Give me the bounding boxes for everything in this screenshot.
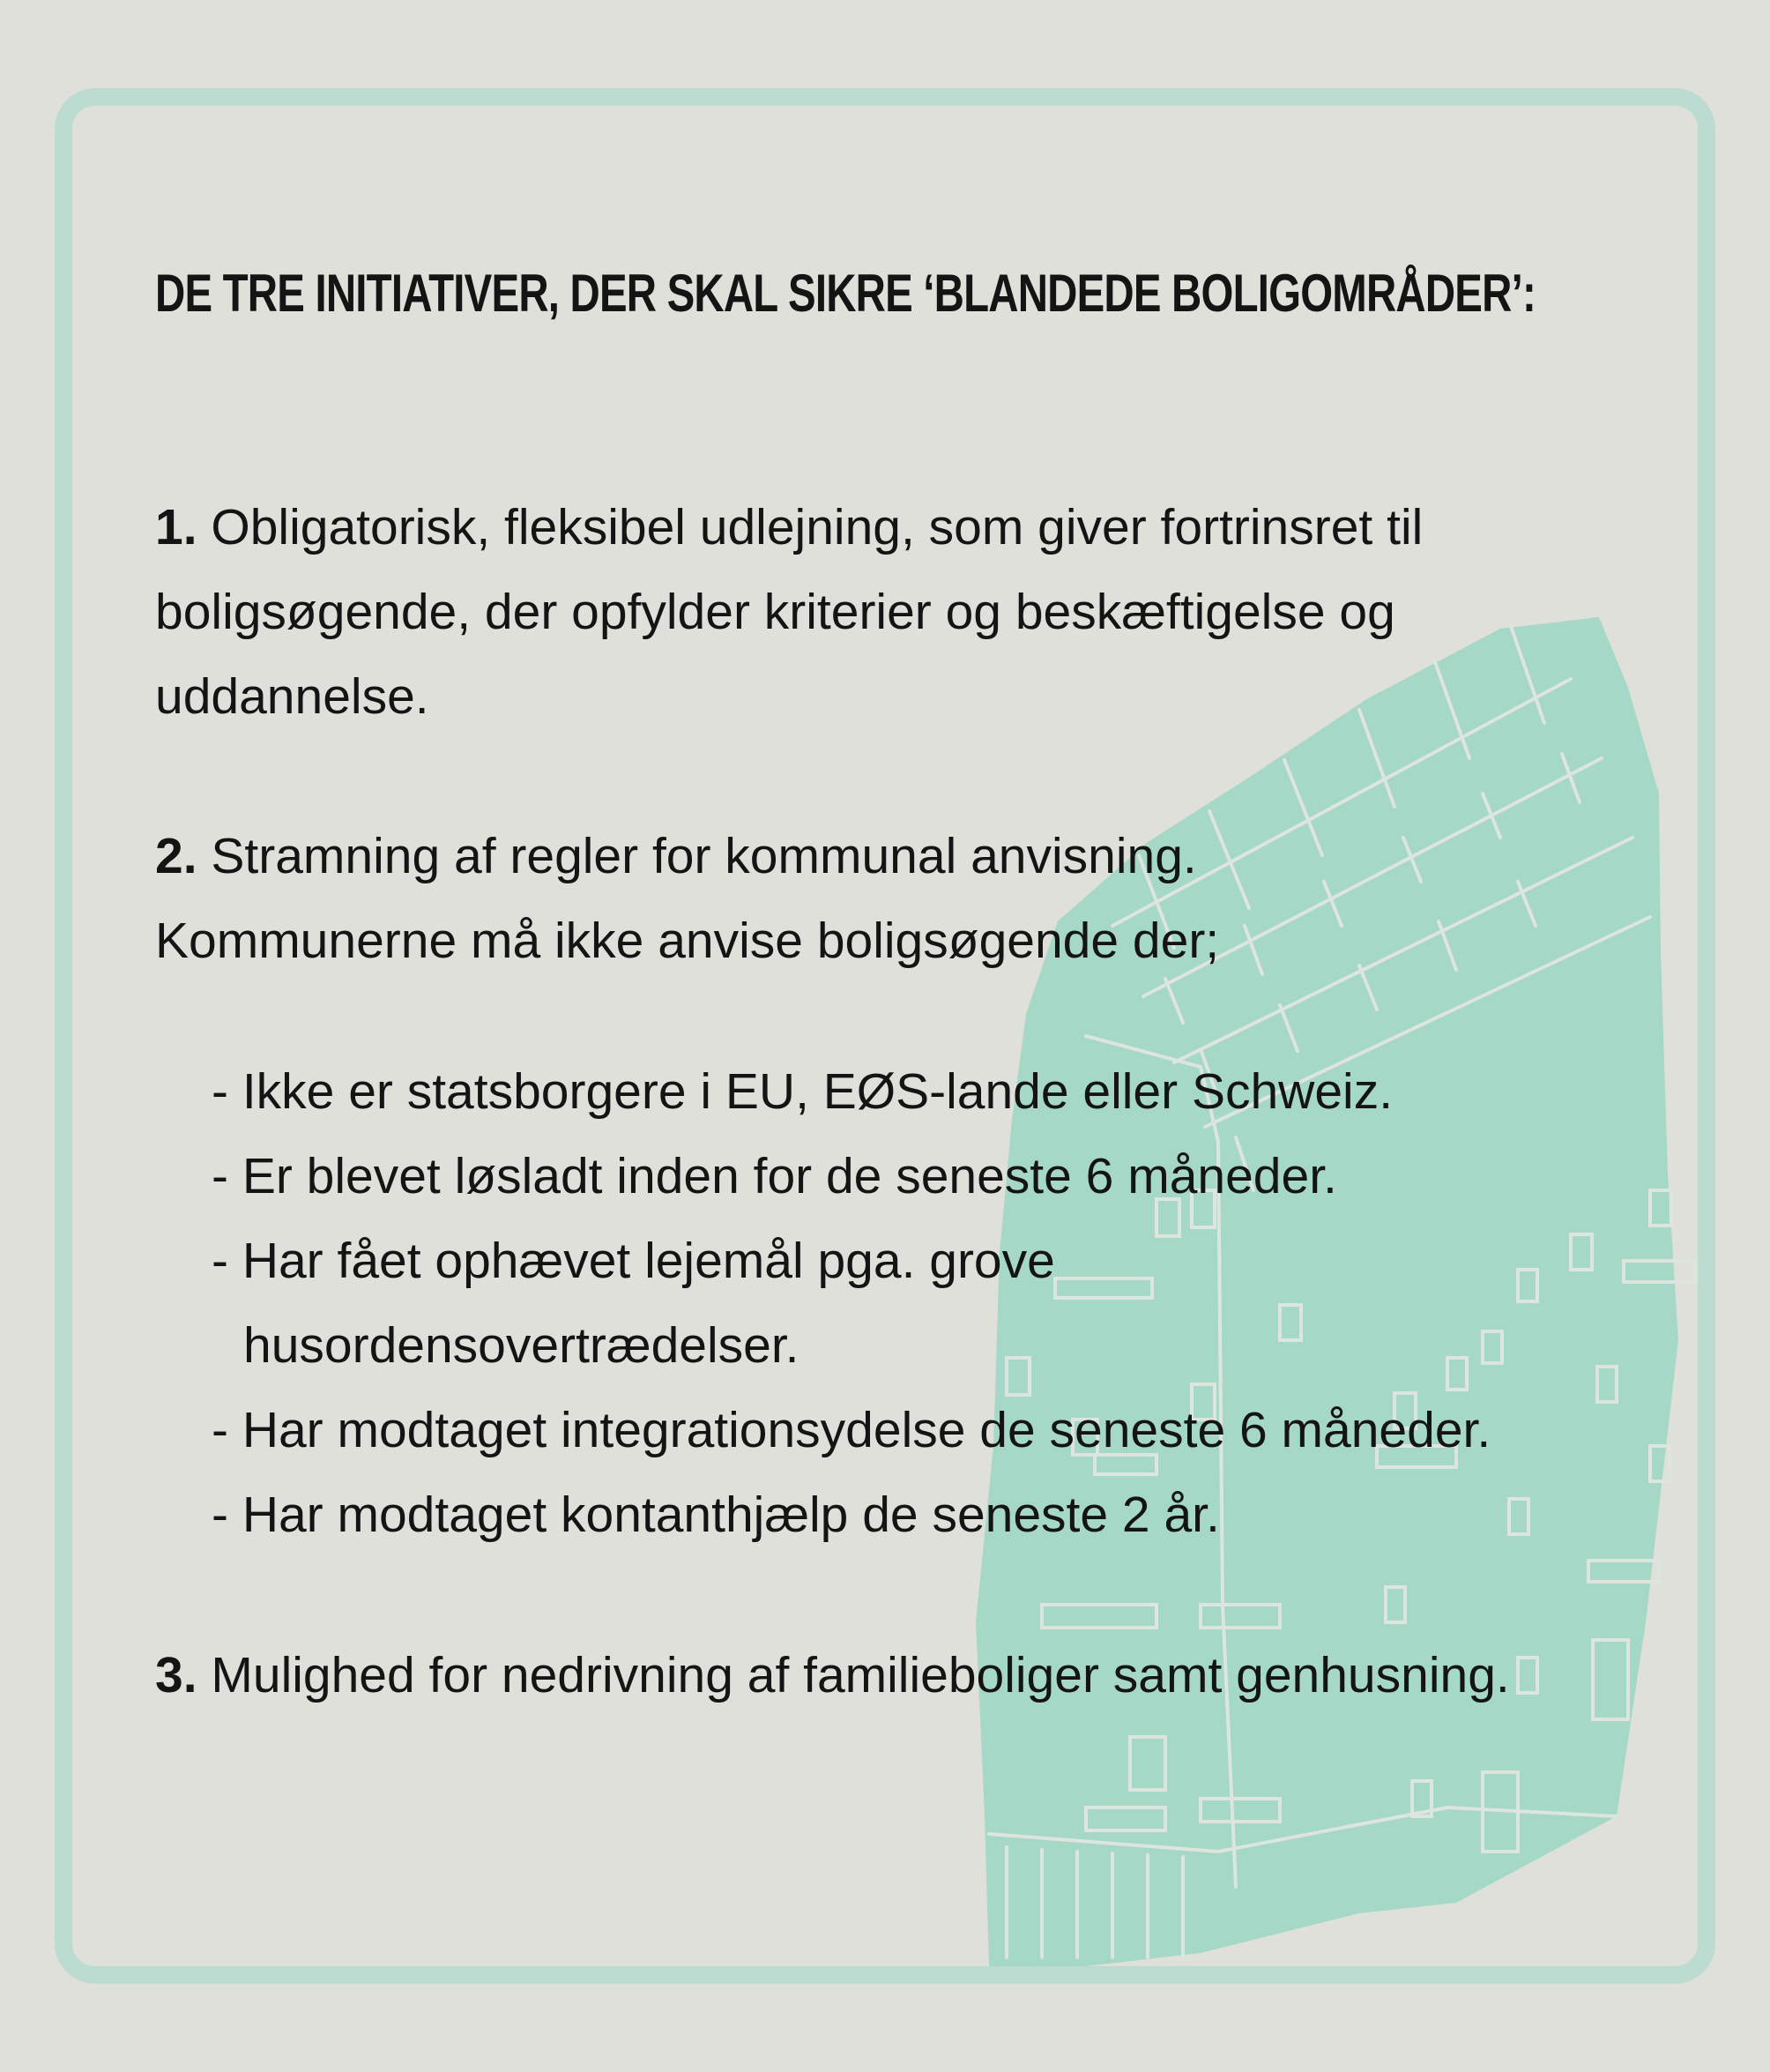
initiative-2 [155,814,1601,983]
initiative-3-number: 3. [155,1647,197,1703]
initiative-2-text: Stramning af regler for kommunal anvisning. [211,828,1197,884]
criteria-item: - Er blevet løsladt inden for de seneste 6 måneder. [212,1148,1337,1204]
initiative-2-text-2: Kommunerne må ikke anvise boligsøgende der; [155,913,1220,969]
criteria-item: - Har modtaget integrationsydelse de seneste 6 måneder. [212,1402,1491,1458]
page-title: DE TRE INITIATIVER, DER SKAL SIKRE ‘BLANDEDE BOLIGOMRÅDER’: [155,264,1536,323]
initiative-1-number: 1. [155,499,197,555]
initiative-2-number: 2. [155,828,197,884]
initiative-1-text: Obligatorisk, fleksibel udlejning, som giver fortrinsret til boligsøgende, der opfylder kriterier og beskæftigelse og uddannelse. [155,499,1424,725]
initiative-3-text: Mulighed for nedrivning af familieboliger samt genhusning. [211,1647,1510,1703]
info-card [55,88,1715,1984]
content [155,265,1654,1718]
criteria-item: - Har modtaget kontanthjælp de seneste 2 år. [212,1487,1220,1543]
criteria-item: - Har fået ophævet lejemål pga. grove husordensovertrædelser. [212,1233,1055,1374]
initiative-1 [155,485,1601,739]
initiative-3 [155,1633,1601,1718]
initiative-2-criteria-list [155,1049,1654,1557]
criteria-item: - Ikke er statsborgere i EU, EØS-lande eller Schweiz. [212,1063,1394,1120]
